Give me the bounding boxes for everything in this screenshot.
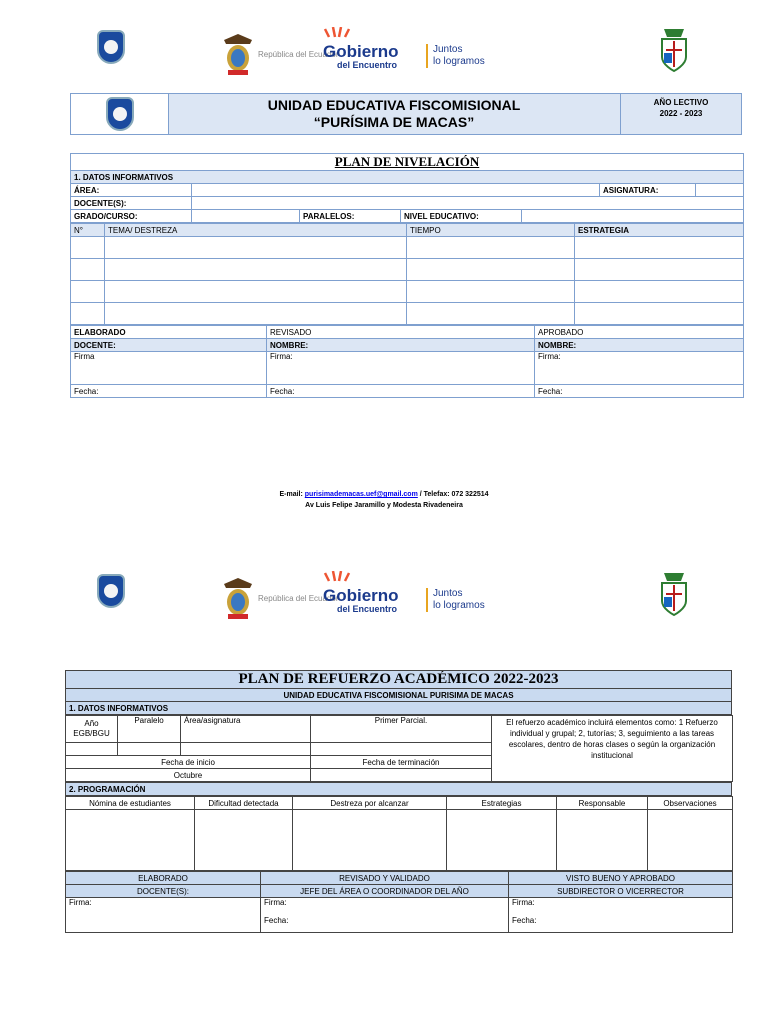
year-value: 2022 - 2023 [659, 109, 703, 118]
gobierno-text: Gobierno [323, 586, 399, 605]
school-name [168, 97, 620, 131]
juntos-text: Juntos [433, 44, 463, 55]
school-name-line2: “PURÍSIMA DE MACAS” [313, 114, 475, 130]
col-estrategia: ESTRATEGIA [575, 224, 744, 237]
section-datos: 1. DATOS INFORMATIVOS [71, 171, 744, 184]
nivel-label: NIVEL EDUCATIVO: [401, 210, 522, 223]
school-year [620, 94, 741, 134]
republica-text: República del Ecuador [258, 50, 339, 59]
table-row[interactable] [71, 259, 744, 281]
firma-field[interactable]: Firma: [66, 898, 261, 933]
plan-refuerzo-title: PLAN DE REFUERZO ACADÉMICO 2022-2023 [66, 671, 732, 689]
school-logo-cell [71, 94, 169, 134]
parcial-field[interactable] [311, 743, 492, 756]
jefe-area-label: JEFE DEL ÁREA O COORDINADOR DEL AÑO [261, 885, 509, 898]
area-field[interactable] [192, 184, 600, 197]
docentes-field[interactable] [192, 197, 744, 210]
school-name-line1: UNIDAD EDUCATIVA FISCOMISIONAL [267, 97, 521, 113]
fecha-field[interactable]: Fecha: [535, 385, 744, 398]
docente-label: DOCENTE: [71, 339, 267, 352]
ecuador-coat-of-arms-icon [220, 34, 256, 81]
phone-text: / Telefax: 072 322514 [417, 491, 489, 498]
area-label: ÁREA: [71, 184, 192, 197]
firma-field[interactable]: Firma [71, 352, 267, 385]
nombre-label: NOMBRE: [267, 339, 535, 352]
encuentro-text: del Encuentro [337, 604, 398, 614]
encuentro-text: del Encuentro [337, 60, 398, 70]
ecuador-coat-of-arms-icon [220, 578, 256, 625]
nivel-field[interactable] [522, 210, 744, 223]
parcial-label: Primer Parcial. [311, 716, 492, 743]
juntos-text: Juntos [433, 588, 463, 599]
table-row[interactable] [71, 303, 744, 325]
fecha-terminacion-label: Fecha de terminación [311, 756, 492, 769]
firma-fecha-cell [261, 898, 509, 933]
fecha-field[interactable]: Fecha: [512, 916, 537, 925]
fecha-terminacion-field[interactable] [311, 769, 492, 782]
paralelo-field[interactable] [118, 743, 181, 756]
col-nomina: Nómina de estudiantes [66, 797, 195, 810]
docentes-label: DOCENTE(S): [66, 885, 261, 898]
section-datos: 1. DATOS INFORMATIVOS [66, 702, 732, 715]
diocese-coat-of-arms-icon [654, 571, 694, 622]
col-n: N° [71, 224, 105, 237]
diocese-coat-of-arms-icon [654, 27, 694, 78]
plan-refuerzo [65, 670, 733, 933]
footer-contact [0, 489, 768, 500]
col-observaciones: Observaciones [648, 797, 733, 810]
paralelo-label: Paralelo [118, 716, 181, 743]
plan-refuerzo-subtitle: UNIDAD EDUCATIVA FISCOMISIONAL PURISIMA DE MACAS [66, 689, 732, 702]
fecha-field[interactable]: Fecha: [264, 916, 289, 925]
firma-field[interactable]: Firma: [535, 352, 744, 385]
logramos-text: lo logramos [433, 56, 485, 67]
year-label: AÑO LECTIVO [653, 98, 709, 107]
ano-field[interactable] [66, 743, 118, 756]
gobierno-text: Gobierno [323, 42, 399, 61]
plan-nivelacion-title: PLAN DE NIVELACIÓN [71, 154, 744, 171]
col-dificultad: Dificultad detectada [195, 797, 293, 810]
plan-nivelacion [70, 153, 744, 398]
school-header-box [70, 93, 742, 135]
firma-field[interactable]: Firma: [264, 898, 287, 907]
revisado-label: REVISADO [267, 326, 535, 339]
ano-label: Año EGB/BGU [66, 716, 118, 743]
juntos-logo [426, 588, 485, 612]
grado-label: GRADO/CURSO: [71, 210, 192, 223]
docentes-label: DOCENTE(S): [71, 197, 192, 210]
table-row[interactable] [71, 237, 744, 259]
school-logo-small [106, 97, 134, 131]
firma-fecha-cell [509, 898, 733, 933]
area-field[interactable] [181, 743, 311, 756]
revisado-label: REVISADO Y VALIDADO [261, 872, 509, 885]
fecha-field[interactable]: Fecha: [71, 385, 267, 398]
col-estrategias: Estrategias [447, 797, 557, 810]
nombre-label: NOMBRE: [535, 339, 744, 352]
asignatura-field[interactable] [696, 184, 744, 197]
table-row[interactable] [66, 810, 733, 871]
grado-field[interactable] [192, 210, 300, 223]
address-text: Av Luis Felipe Jaramillo y Modesta Rivadeneira [305, 502, 463, 509]
firma-field[interactable]: Firma: [512, 898, 535, 907]
col-destreza: Destreza por alcanzar [293, 797, 447, 810]
subdirector-label: SUBDIRECTOR O VICERRECTOR [509, 885, 733, 898]
elaborado-label: ELABORADO [71, 326, 267, 339]
juntos-logo [426, 44, 485, 68]
col-tema: TEMA/ DESTREZA [105, 224, 407, 237]
area-label: Área/asignatura [181, 716, 311, 743]
col-tiempo: TIEMPO [407, 224, 575, 237]
mes-value[interactable]: Octubre [66, 769, 311, 782]
gobierno-logo [323, 570, 423, 614]
table-row[interactable] [71, 281, 744, 303]
gobierno-logo [323, 26, 423, 70]
aprobado-label: APROBADO [535, 326, 744, 339]
fecha-field[interactable]: Fecha: [267, 385, 535, 398]
republica-text: República del Ecuador [258, 594, 339, 603]
page-footer [0, 489, 768, 511]
elaborado-label: ELABORADO [66, 872, 261, 885]
refuerzo-note: El refuerzo académico incluirá elementos como: 1 Refuerzo individual y grupal; 2, tutorías; 3, seguimiento a las tareas escolares, dentro de horas clases o según la organización institucional [492, 716, 733, 782]
email-link[interactable]: purisimademacas.uef@gmail.com [304, 491, 418, 498]
school-logo [97, 574, 125, 608]
col-responsable: Responsable [557, 797, 648, 810]
firma-field[interactable]: Firma: [267, 352, 535, 385]
fecha-inicio-label: Fecha de inicio [66, 756, 311, 769]
email-label: E-mail: [279, 491, 305, 498]
visto-bueno-label: VISTO BUENO Y APROBADO [509, 872, 733, 885]
logramos-text: lo logramos [433, 600, 485, 611]
paralelos-label: PARALELOS: [300, 210, 401, 223]
asignatura-label: ASIGNATURA: [600, 184, 696, 197]
school-logo [97, 30, 125, 64]
section-programacion: 2. PROGRAMACIÓN [66, 783, 732, 796]
